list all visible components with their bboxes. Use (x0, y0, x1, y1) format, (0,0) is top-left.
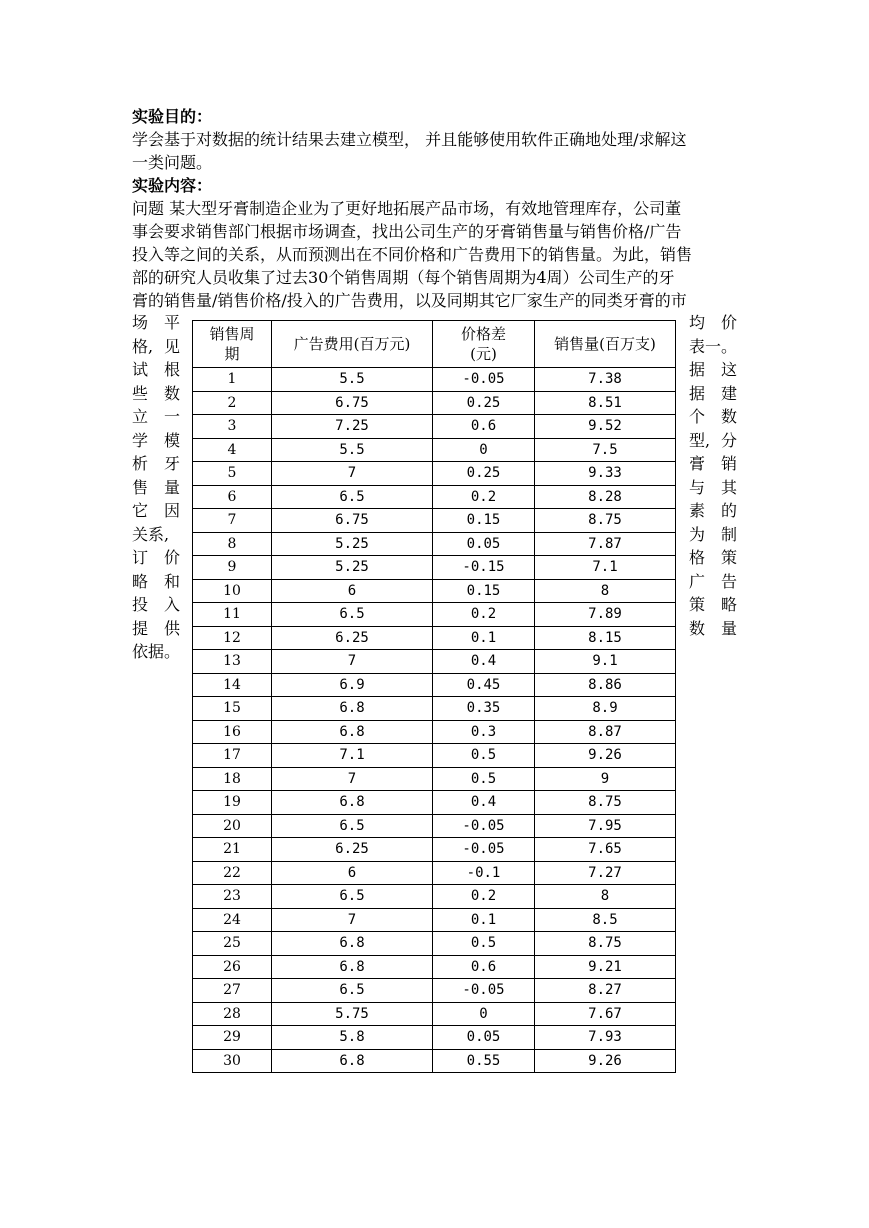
table-cell: 0.15 (433, 579, 535, 603)
table-cell: 7.1 (535, 556, 676, 580)
table-cell: 6.25 (272, 838, 433, 862)
table-cell: 0.2 (433, 603, 535, 627)
content-line-3: 投入等之间的关系，从而预测出在不同价格和广告费用下的销售量。为此，销售 (132, 245, 693, 264)
wrap-char: 的 (720, 501, 737, 520)
table-cell: 6 (272, 579, 433, 603)
table-cell: -0.05 (433, 368, 535, 392)
wrap-char: 试 (132, 360, 149, 379)
wrap-line (132, 593, 180, 617)
wrap-char: 策 (689, 595, 706, 614)
content-line-1: 问题 某大型牙膏制造企业为了更好地拓展产品市场，有效地管理库存，公司董 (132, 199, 682, 218)
table-cell: 6.75 (272, 509, 433, 533)
wrap-line (132, 358, 180, 382)
wrap-char: 数 (720, 407, 737, 426)
table-cell: 0 (433, 1002, 535, 1026)
table-cell: 7.5 (535, 438, 676, 462)
table-cell: 0.35 (433, 697, 535, 721)
table-cell: 12 (193, 626, 272, 650)
table-cell: 0.25 (433, 462, 535, 486)
table-cell: 5.75 (272, 1002, 433, 1026)
table-cell: 0.05 (433, 1026, 535, 1050)
table-cell: 0.1 (433, 626, 535, 650)
table-cell: 5.5 (272, 368, 433, 392)
table-cell: 5.8 (272, 1026, 433, 1050)
table-cell: 3 (193, 415, 272, 439)
content-line-2: 事会要求销售部门根据市场调查，找出公司生产的牙膏销售量与销售价格/广告 (132, 222, 682, 241)
wrap-char: 析 (132, 454, 149, 473)
wrap-char: 数 (689, 618, 706, 638)
table-cell: 6.8 (272, 720, 433, 744)
wrap-line (132, 523, 180, 547)
table-cell: 9.26 (535, 744, 676, 768)
table-row (193, 626, 676, 650)
table-cell: 7.25 (272, 415, 433, 439)
table-row (193, 932, 676, 956)
table-cell: 10 (193, 579, 272, 603)
wrap-char: 模 (163, 430, 180, 450)
table-cell: 6.5 (272, 485, 433, 509)
table-cell: 22 (193, 861, 272, 885)
wrap-char: 数 (163, 383, 180, 403)
table-cell: 6.8 (272, 955, 433, 979)
wrap-char: 供 (163, 618, 180, 638)
table-cell: 6 (272, 861, 433, 885)
wrap-char: 平 (163, 313, 180, 332)
wrap-char: 关系, (132, 524, 170, 544)
table-cell: 9.33 (535, 462, 676, 486)
table-row (193, 861, 676, 885)
table-cell: 6.5 (272, 979, 433, 1003)
table-row (193, 556, 676, 580)
table-cell: -0.05 (433, 814, 535, 838)
wrap-char: 这 (720, 360, 737, 379)
wrap-line (689, 523, 737, 547)
wrap-char: 立 (132, 407, 149, 426)
table-row (193, 462, 676, 486)
wrap-line (689, 617, 737, 641)
table-cell: -0.05 (433, 838, 535, 862)
wrap-char: 均 (689, 313, 706, 332)
table-cell: 4 (193, 438, 272, 462)
left-wrap-text (132, 311, 180, 664)
table-cell: 30 (193, 1049, 272, 1073)
wrap-char: 策 (720, 548, 737, 567)
table-cell: 0.1 (433, 908, 535, 932)
table-cell: 0.4 (433, 650, 535, 674)
wrap-char: 型, (689, 430, 711, 450)
table-cell: 24 (193, 908, 272, 932)
table-cell: 0.45 (433, 673, 535, 697)
table-cell: 0.4 (433, 791, 535, 815)
content-heading: 实验内容： (132, 176, 213, 195)
table-cell: 20 (193, 814, 272, 838)
table-row (193, 603, 676, 627)
header-price-diff (433, 321, 535, 368)
wrap-char: 依据。 (132, 642, 181, 661)
wrap-line (132, 429, 180, 453)
table-cell: -0.1 (433, 861, 535, 885)
table-cell: 6.8 (272, 1049, 433, 1073)
table-cell: 0.05 (433, 532, 535, 556)
table-cell: 9 (535, 767, 676, 791)
wrap-char: 其 (720, 477, 737, 497)
table-cell: 28 (193, 1002, 272, 1026)
table-row (193, 650, 676, 674)
wrap-line (132, 405, 180, 429)
wrap-char: 据 (689, 360, 706, 379)
wrap-char: 投 (132, 595, 149, 614)
wrap-char: 提 (132, 618, 149, 638)
table-cell: 23 (193, 885, 272, 909)
header-text: 广告费用(百万元) (293, 335, 411, 353)
wrap-char: 根 (163, 360, 180, 379)
right-wrap-text (689, 311, 737, 640)
wrap-char: 学 (132, 430, 149, 450)
table-row (193, 485, 676, 509)
wrap-char: 个 (689, 407, 706, 426)
table-cell: -0.15 (433, 556, 535, 580)
table-cell: 1 (193, 368, 272, 392)
table-cell: 0.15 (433, 509, 535, 533)
table-cell: 7.95 (535, 814, 676, 838)
table-cell: 8.9 (535, 697, 676, 721)
wrap-line (689, 405, 737, 429)
wrap-char: 分 (720, 430, 737, 450)
table-cell: -0.05 (433, 979, 535, 1003)
table-cell: 0.55 (433, 1049, 535, 1073)
table-cell: 7 (193, 509, 272, 533)
content-line-5: 膏的销售量/销售价格/投入的广告费用，以及同期其它厂家生产的同类牙膏的市 (132, 291, 687, 310)
table-cell: 8 (535, 579, 676, 603)
table-cell: 0.2 (433, 885, 535, 909)
table-cell: 8.28 (535, 485, 676, 509)
table-cell: 29 (193, 1026, 272, 1050)
table-cell: 6 (193, 485, 272, 509)
wrap-line (132, 382, 180, 406)
table-cell: 6.5 (272, 603, 433, 627)
wrap-char: 建 (720, 383, 737, 403)
table-row (193, 955, 676, 979)
wrap-char: 因 (163, 501, 180, 520)
table-cell: 0.6 (433, 955, 535, 979)
table-cell: 8 (193, 532, 272, 556)
table-cell: 0.2 (433, 485, 535, 509)
header-period (193, 321, 272, 368)
table-cell: 7 (272, 767, 433, 791)
content-line-4: 部的研究人员收集了过去30个销售周期（每个销售周期为4周）公司生产的牙 (132, 268, 675, 287)
wrap-char: 量 (720, 618, 737, 638)
table-row (193, 1049, 676, 1073)
wrap-char: 表一。 (689, 336, 738, 356)
table-row (193, 391, 676, 415)
wrap-char: 一 (163, 407, 180, 426)
wrap-char: 牙 (163, 454, 180, 473)
wrap-char: 销 (720, 454, 737, 473)
header-ad-cost (272, 321, 433, 368)
table-cell: 0.5 (433, 932, 535, 956)
table-row (193, 908, 676, 932)
table-row (193, 509, 676, 533)
table-cell: 8.87 (535, 720, 676, 744)
wrap-line (689, 499, 737, 523)
table-row (193, 579, 676, 603)
wrap-char: 与 (689, 477, 706, 497)
table-row (193, 438, 676, 462)
table-cell: 8.75 (535, 932, 676, 956)
table-cell: 6.8 (272, 697, 433, 721)
wrap-char: 价 (720, 313, 737, 332)
table-cell: 8.5 (535, 908, 676, 932)
wrap-line (689, 358, 737, 382)
table-header-row (193, 321, 676, 368)
wrap-char: 告 (720, 571, 737, 591)
table-cell: 0.3 (433, 720, 535, 744)
wrap-line (689, 335, 737, 359)
table-row (193, 767, 676, 791)
table-cell: 14 (193, 673, 272, 697)
table-row (193, 532, 676, 556)
table-cell: 8.51 (535, 391, 676, 415)
table-cell: 5 (193, 462, 272, 486)
table-cell: 0 (433, 438, 535, 462)
wrap-char: 订 (132, 548, 149, 567)
table-cell: 8.75 (535, 791, 676, 815)
wrap-line (132, 335, 180, 359)
wrap-line (689, 570, 737, 594)
table-cell: 0.6 (433, 415, 535, 439)
table-cell: 9.21 (535, 955, 676, 979)
wrap-line (132, 570, 180, 594)
wrap-line (689, 546, 737, 570)
table-cell: 6.5 (272, 814, 433, 838)
table-cell: 7.65 (535, 838, 676, 862)
table-row (193, 415, 676, 439)
table-row (193, 368, 676, 392)
header-text: (元) (470, 345, 497, 363)
table-cell: 7 (272, 908, 433, 932)
table-cell: 5.25 (272, 556, 433, 580)
table-cell: 18 (193, 767, 272, 791)
wrap-char: 价 (163, 548, 180, 567)
wrap-line (132, 476, 180, 500)
wrap-line (689, 452, 737, 476)
wrap-line (689, 593, 737, 617)
table-row (193, 697, 676, 721)
wrap-line (689, 429, 737, 453)
table-cell: 7.1 (272, 744, 433, 768)
table-cell: 7.87 (535, 532, 676, 556)
table-cell: 9.26 (535, 1049, 676, 1073)
table-cell: 8.27 (535, 979, 676, 1003)
wrap-char: 制 (720, 524, 737, 544)
wrap-line (132, 617, 180, 641)
wrap-char: 膏 (689, 454, 706, 473)
table-cell: 9.1 (535, 650, 676, 674)
sales-data-table (192, 320, 676, 1073)
table-row (193, 979, 676, 1003)
table-cell: 27 (193, 979, 272, 1003)
table-cell: 16 (193, 720, 272, 744)
wrap-line (689, 382, 737, 406)
wrap-line (689, 476, 737, 500)
wrap-char: 为 (689, 524, 706, 544)
purpose-line-2: 一类问题。 (132, 153, 213, 172)
table-cell: 6.9 (272, 673, 433, 697)
header-text: 销售量(百万支) (554, 335, 656, 353)
table-cell: 8.86 (535, 673, 676, 697)
wrap-char: 些 (132, 383, 149, 403)
table-cell: 0.5 (433, 744, 535, 768)
wrap-line (132, 499, 180, 523)
wrap-char: 见 (163, 336, 180, 356)
table-cell: 0.25 (433, 391, 535, 415)
table-cell: 5.5 (272, 438, 433, 462)
table-row (193, 720, 676, 744)
table-cell: 9.52 (535, 415, 676, 439)
wrap-char: 略 (720, 595, 737, 614)
table-cell: 5.25 (272, 532, 433, 556)
table-cell: 7 (272, 650, 433, 674)
table-row (193, 791, 676, 815)
table-cell: 0.5 (433, 767, 535, 791)
table-cell: 7.27 (535, 861, 676, 885)
table-cell: 13 (193, 650, 272, 674)
wrap-char: 格, (132, 336, 154, 356)
wrap-line (132, 546, 180, 570)
wrap-char: 售 (132, 477, 149, 497)
table-cell: 6.8 (272, 932, 433, 956)
purpose-heading: 实验目的： (132, 107, 213, 126)
wrap-char: 量 (163, 477, 180, 497)
table-row (193, 673, 676, 697)
table-row (193, 814, 676, 838)
table-cell: 9 (193, 556, 272, 580)
table-row (193, 838, 676, 862)
table-cell: 15 (193, 697, 272, 721)
wrap-char: 它 (132, 501, 149, 520)
wrap-char: 场 (132, 313, 149, 332)
header-text: 期 (224, 345, 240, 363)
header-text: 价格差 (460, 325, 506, 343)
table-row (193, 744, 676, 768)
header-sales (535, 321, 676, 368)
table-cell: 21 (193, 838, 272, 862)
wrap-char: 入 (163, 595, 180, 614)
header-text: 销售周 (209, 325, 255, 343)
table-cell: 6.25 (272, 626, 433, 650)
wrap-char: 素 (689, 501, 706, 520)
table-cell: 6.8 (272, 791, 433, 815)
wrap-line (689, 311, 737, 335)
table-cell: 7.38 (535, 368, 676, 392)
table-cell: 11 (193, 603, 272, 627)
table-cell: 26 (193, 955, 272, 979)
wrap-char: 略 (132, 571, 149, 591)
table-cell: 8 (535, 885, 676, 909)
table-row (193, 1002, 676, 1026)
wrap-line (132, 311, 180, 335)
wrap-char: 格 (689, 548, 706, 567)
wrap-char: 和 (163, 571, 180, 591)
table-cell: 7.67 (535, 1002, 676, 1026)
wrap-line (132, 640, 180, 664)
table-row (193, 1026, 676, 1050)
table-cell: 6.5 (272, 885, 433, 909)
table-cell: 6.75 (272, 391, 433, 415)
wrap-line (132, 452, 180, 476)
table-cell: 7.89 (535, 603, 676, 627)
table-cell: 8.75 (535, 509, 676, 533)
table-cell: 7 (272, 462, 433, 486)
table-cell: 7.93 (535, 1026, 676, 1050)
table-cell: 19 (193, 791, 272, 815)
table-cell: 17 (193, 744, 272, 768)
wrap-char: 广 (689, 571, 706, 591)
table-row (193, 885, 676, 909)
wrap-char: 据 (689, 383, 706, 403)
table-cell: 8.15 (535, 626, 676, 650)
purpose-line-1: 学会基于对数据的统计结果去建立模型， 并且能够使用软件正确地处理/求解这 (132, 130, 687, 149)
table-cell: 25 (193, 932, 272, 956)
table-cell: 2 (193, 391, 272, 415)
